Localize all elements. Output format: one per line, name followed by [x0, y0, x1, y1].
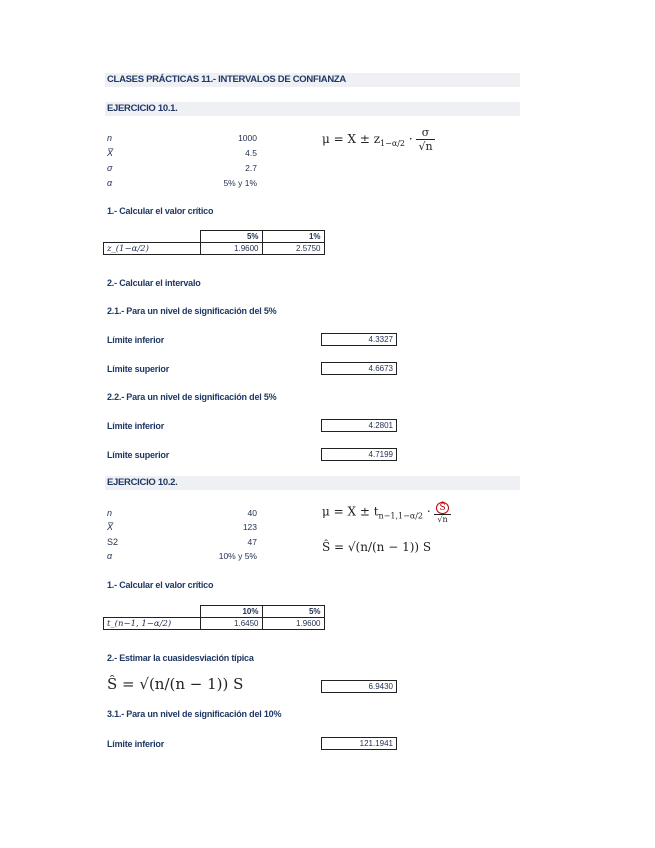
ci-formula-t: $\mu = X \pm t_{n-1,1-\alpha/2}$ · $\frac{Ŝ}{√n}$ — [322, 500, 451, 524]
s-hat-value: 6.9430 — [321, 680, 397, 693]
crit2-value-10: 1.6450 — [200, 618, 262, 630]
var-n-value: 1000 — [238, 133, 257, 143]
var2-mean-value: 123 — [242, 522, 257, 532]
var-sigma-value: 2.7 — [245, 163, 257, 173]
crit2-header-10: 10% — [200, 606, 262, 618]
formula-sub: 1−α/2 — [380, 139, 406, 148]
ci-formula-z: $\mu = X \pm z_{1-\alpha/2}$ · $\frac{\sigma}{√n}$ — [322, 126, 433, 153]
var-alpha-label: α — [107, 178, 113, 188]
var-alpha-value: 5% y 1% — [223, 178, 257, 188]
ex1-step21-heading: 2.1.- Para un nivel de significación del 5% — [107, 306, 277, 316]
var-mean-label: X̅ — [107, 148, 114, 158]
var-n-label: n — [107, 133, 113, 143]
ex2-lower-limit-label: Límite inferior — [107, 739, 165, 749]
var2-alpha-value: 10% y 5% — [218, 551, 257, 561]
var2-alpha-label: α — [107, 551, 113, 561]
exercise-1-title: EJERCICIO 10.1. — [107, 103, 178, 114]
crit-label-z: z_(1−α/2) — [104, 243, 201, 255]
ex1-step1-heading: 1.- Calcular el valor crítico — [107, 206, 214, 216]
var2-s2-label: S2 — [107, 537, 119, 547]
upper-limit-value-2: 4.7199 — [321, 448, 397, 461]
exercise-2-title: EJERCICIO 10.2. — [107, 477, 178, 488]
formula-den: √n — [418, 140, 433, 153]
lower-limit-value-2: 4.2801 — [321, 419, 397, 432]
var2-s2-value: 47 — [247, 537, 257, 547]
formula2-num: Ŝ — [436, 502, 448, 514]
formula-lhs: μ = X ± z — [322, 132, 381, 146]
ex2-step1-heading: 1.- Calcular el valor crítico — [107, 580, 214, 590]
crit2-header-5: 5% — [262, 606, 324, 618]
ex1-step2-heading: 2.- Calcular el intervalo — [107, 278, 201, 288]
critical-value-table-z — [103, 230, 325, 255]
critical-value-table-t — [103, 605, 325, 630]
crit-header-1: 1% — [262, 231, 324, 243]
var2-mean-label: X̅ — [107, 522, 114, 532]
lower-limit-label-2: Límite inferior — [107, 421, 165, 431]
crit-value-5: 1.9600 — [200, 243, 262, 255]
ex2-step31-heading: 3.1.- Para un nivel de significación del 10% — [107, 709, 282, 719]
upper-limit-label-1: Límite superior — [107, 364, 170, 374]
document-title: CLASES PRÁCTICAS 11.- INTERVALOS DE CONFIANZA — [107, 74, 346, 85]
crit2-label-t: t_(n−1, 1−α/2) — [104, 618, 201, 630]
crit2-value-5: 1.9600 — [262, 618, 324, 630]
formula-num: σ — [416, 126, 434, 140]
s-hat-formula: Ŝ = √(n/(n − 1)) S — [107, 675, 244, 693]
lower-limit-value-1: 4.3327 — [321, 333, 397, 346]
s-hat-formula-top: Ŝ = √(n/(n − 1)) S — [322, 540, 432, 554]
upper-limit-value-1: 4.6673 — [321, 362, 397, 375]
formula2-sub: n−1,1−α/2 — [378, 511, 423, 521]
var-mean-value: 4.5 — [245, 148, 257, 158]
crit-value-1: 2.5750 — [262, 243, 324, 255]
var2-n-label: n — [107, 508, 113, 518]
formula2-den: √n — [437, 515, 448, 524]
crit-header-5: 5% — [200, 231, 262, 243]
lower-limit-label-1: Límite inferior — [107, 335, 165, 345]
var-sigma-label: σ — [107, 163, 113, 173]
var2-n-value: 40 — [247, 508, 257, 518]
ex1-step22-heading: 2.2.- Para un nivel de significación del 5% — [107, 392, 277, 402]
ex2-lower-limit-value: 121.1941 — [321, 737, 397, 750]
ex2-step2-heading: 2.- Estimar la cuasidesviación típica — [107, 653, 254, 663]
upper-limit-label-2: Límite superior — [107, 450, 170, 460]
formula2-lhs: μ = X ± t — [322, 504, 379, 519]
